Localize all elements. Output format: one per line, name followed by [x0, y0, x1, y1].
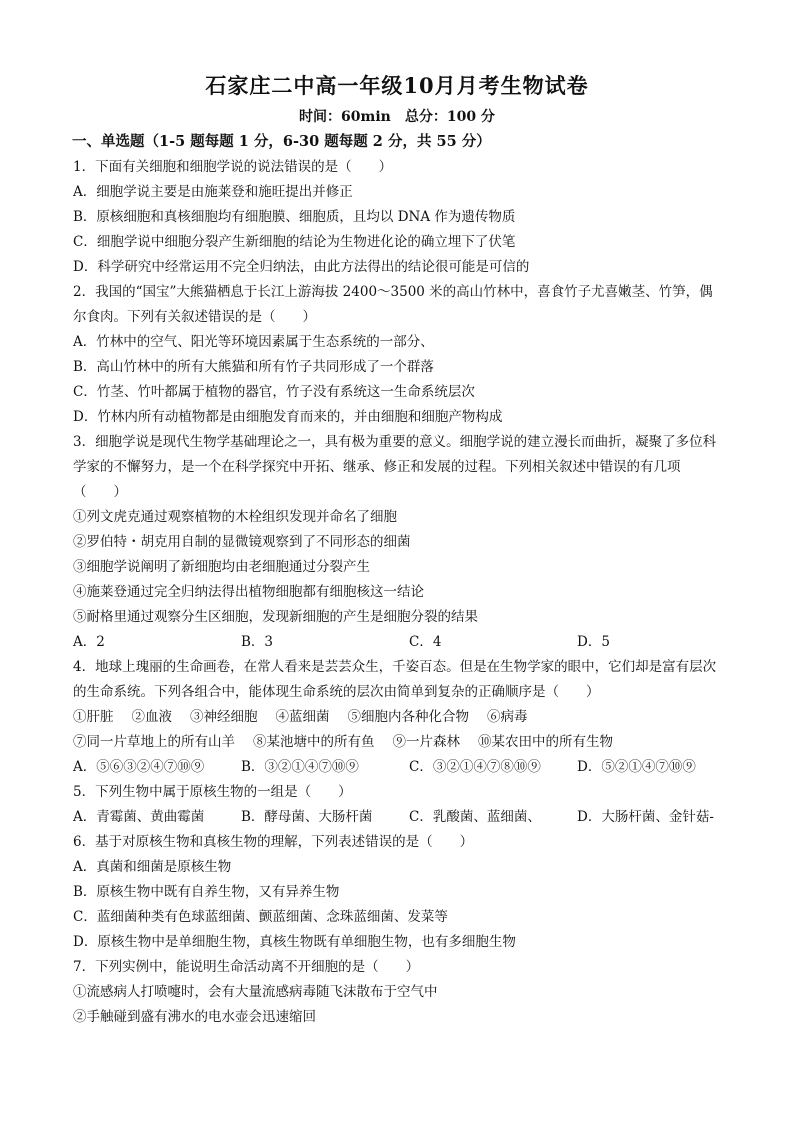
- q2-stem: 2．我国的“国宝”大熊猫栖息于长江上游海拔 2400～3500 米的高山竹林中，喜食竹子尤喜嫩茎、竹笋，偶尔食肉。下列有关叙述错误的是（ ）: [73, 284, 713, 325]
- q4-option-c: C．③②①④⑦⑧⑩⑨: [409, 759, 541, 775]
- q3-option-a: A．2: [73, 634, 105, 650]
- q2-option-c: C．竹茎、竹叶都属于植物的器官，竹子没有系统这一生命系统层次: [73, 384, 475, 400]
- section-heading: 一、单选题（1-5 题每题 1 分，6-30 题每题 2 分，共 55 分）: [72, 133, 491, 150]
- q3-item: ③细胞学说阐明了新细胞均由老细胞通过分裂产生: [73, 559, 370, 575]
- q2-option-d: D．竹林内所有动植物都是由细胞发育而来的，并由细胞和细胞产物构成: [73, 409, 503, 425]
- q7-item: ①流感病人打喷嚏时，会有大量流感病毒随飞沫散布于空气中: [73, 984, 438, 1000]
- q2-option-b: B．高山竹林中的所有大熊猫和所有竹子共同形成了一个群落: [73, 359, 434, 375]
- q4-option-a: A．⑤⑥③②④⑦⑩⑨: [73, 759, 205, 775]
- q3-options: [73, 630, 723, 655]
- q4-item: ⑦同一片草地上的所有山羊: [73, 734, 235, 750]
- q3-option-b: B．3: [241, 634, 274, 650]
- q4-item: ⑥病毒: [487, 709, 528, 725]
- q4-item: ④蓝细菌: [275, 709, 330, 725]
- q3-item: ④施莱登通过完全归纳法得出植物细胞都有细胞核这一结论: [73, 584, 424, 600]
- q5-options: [73, 805, 723, 830]
- q2-option-a: A．竹林中的空气、阳光等环境因素属于生态系统的一部分、: [73, 334, 434, 350]
- q6-option-c: C．蓝细菌种类有色球蓝细菌、颤蓝细菌、念珠蓝细菌、发菜等: [73, 909, 448, 925]
- q5-option-a: A．青霉菌、黄曲霉菌: [73, 809, 205, 825]
- q5-option-b: B．酵母菌、大肠杆菌: [241, 809, 373, 825]
- q4-item: ⑨一片森林: [392, 734, 460, 750]
- q5-option-d: D．大肠杆菌、金针菇-: [577, 809, 714, 825]
- q5-option-c: C．乳酸菌、蓝细菌、: [409, 809, 541, 825]
- q1-option-a: A．细胞学说主要是由施莱登和施旺提出并修正: [73, 184, 353, 200]
- q4-item: ⑤细胞内各种化合物: [347, 709, 469, 725]
- q4-item: ②血液: [131, 709, 172, 725]
- q3-item: ⑤耐格里通过观察分生区细胞，发现新细胞的产生是细胞分裂的结果: [73, 609, 478, 625]
- q1-stem: 1．下面有关细胞和细胞学说的说法错误的是（ ）: [73, 159, 393, 175]
- q1-option-d: D．科学研究中经常运用不完全归纳法，由此方法得出的结论很可能是可信的: [73, 259, 530, 275]
- q6-option-a: A．真菌和细菌是原核生物: [73, 859, 232, 875]
- q7-item: ②手触碰到盛有沸水的电水壶会迅速缩回: [73, 1009, 316, 1025]
- q4-items-row2: [73, 730, 723, 755]
- q3-item: ②罗伯特・胡克用自制的显微镜观察到了不同形态的细菌: [73, 534, 411, 550]
- q3-stem: 3．细胞学说是现代生物学基础理论之一，具有极为重要的意义。细胞学说的建立漫长而曲折，凝聚了多位科学家的不懈努力，是一个在科学探究中开拓、继承、修正和发展的过程。下列相关叙述中错误的有几项（ ）: [73, 434, 717, 500]
- q4-items-row1: [73, 705, 723, 730]
- q4-item: ①肝脏: [73, 709, 114, 725]
- q6-option-b: B．原核生物中既有自养生物，又有异养生物: [73, 884, 340, 900]
- q4-option-b: B．③②①④⑦⑩⑨: [241, 759, 359, 775]
- q4-options: [73, 755, 723, 780]
- exam-title: 石家庄二中高一年级10月月考生物试卷: [205, 73, 589, 98]
- q5-stem: 5．下列生物中属于原核生物的一组是（ ）: [73, 784, 352, 800]
- q1-option-b: B．原核细胞和真核细胞均有细胞膜、细胞质，且均以 DNA 作为遗传物质: [73, 209, 516, 225]
- q4-stem: 4．地球上瑰丽的生命画卷，在常人看来是芸芸众生，千姿百态。但是在生物学家的眼中，它们却是富有层次的生命系统。下列各组合中，能体现生命系统的层次由简单到复杂的正确顺序是（ ）: [73, 659, 717, 700]
- questions: [73, 155, 723, 1030]
- q6-stem: 6．基于对原核生物和真核生物的理解，下列表述错误的是（ ）: [73, 834, 474, 850]
- q3-option-d: D．5: [577, 634, 610, 650]
- q4-item: ⑩某农田中的所有生物: [478, 734, 613, 750]
- q6-option-d: D．原核生物中是单细胞生物，真核生物既有单细胞生物，也有多细胞生物: [73, 934, 516, 950]
- q4-item: ⑧某池塘中的所有鱼: [253, 734, 375, 750]
- q3-item: ①列文虎克通过观察植物的木栓组织发现并命名了细胞: [73, 509, 397, 525]
- exam-subtitle: 时间：60min 总分：100 分: [299, 109, 495, 125]
- q7-stem: 7．下列实例中，能说明生命活动离不开细胞的是（ ）: [73, 959, 420, 975]
- q3-option-c: C．4: [409, 634, 442, 650]
- q4-option-d: D．⑤②①④⑦⑩⑨: [577, 759, 696, 775]
- q4-item: ③神经细胞: [190, 709, 258, 725]
- q1-option-c: C．细胞学说中细胞分裂产生新细胞的结论为生物进化论的确立埋下了伏笔: [73, 234, 516, 250]
